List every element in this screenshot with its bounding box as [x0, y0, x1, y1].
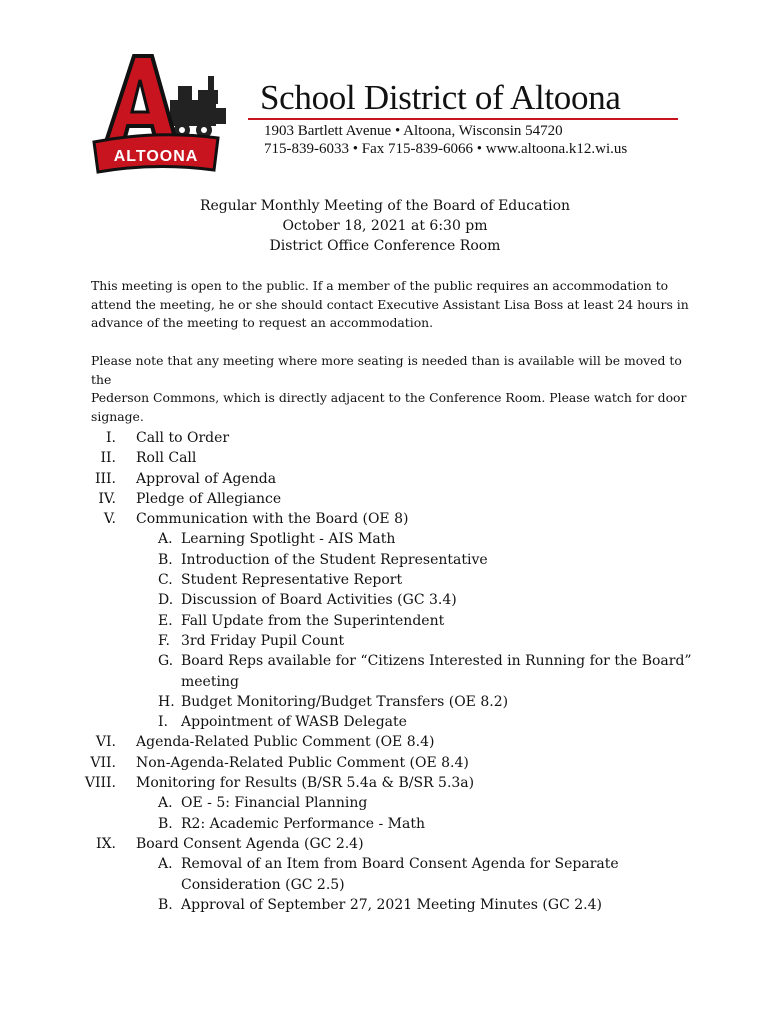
agenda-subitem: C. Student Representative Report: [158, 572, 403, 589]
organization-contact: 715-839-6033 • Fax 715-839-6066 • www.altoona.k12.wi.us: [264, 141, 628, 157]
notice-line: advance of the meeting to request an accommodation.: [91, 315, 434, 330]
notice-line: attend the meeting, he or she should contact Executive Assistant Lisa Boss at least 24 hours in: [91, 296, 689, 312]
altoona-logo: [86, 46, 246, 180]
agenda-item: VIII. Monitoring for Results (B/SR 5.4a & B/SR 5.3a): [84, 775, 475, 792]
notice-line: signage.: [91, 408, 144, 424]
accommodation-notice: [91, 277, 691, 333]
agenda-subitem: A. Learning Spotlight - AIS Math: [158, 531, 396, 548]
notice-line: Please note that any meeting where more seating is needed than is available will be moved to the: [91, 353, 682, 387]
agenda-item: I. Call to Order: [106, 430, 230, 446]
agenda-subitem: A. Removal of an Item from Board Consent Agenda for Separate: [158, 856, 619, 873]
notice-line: Pederson Commons, which is directly adjacent to the Conference Room. Please watch for door: [91, 390, 687, 405]
agenda-item: III. Approval of Agenda: [94, 470, 277, 487]
meeting-title: Regular Monthly Meeting of the Board of Education: [199, 198, 571, 214]
agenda-subitem: A. OE - 5: Financial Planning: [158, 795, 368, 812]
meeting-date: October 18, 2021 at 6:30 pm: [282, 218, 488, 234]
agenda-subitem: G. Board Reps available for “Citizens Interested in Running for the Board”: [158, 653, 692, 670]
agenda-item: II. Roll Call: [100, 450, 197, 467]
agenda-subitem: B. Approval of September 27, 2021 Meeting Minutes (GC 2.4): [158, 896, 602, 913]
agenda-subitem: F. 3rd Friday Pupil Count: [158, 632, 345, 649]
agenda-subitem: B. R2: Academic Performance - Math: [158, 815, 425, 832]
agenda-item: IX. Board Consent Agenda (GC 2.4): [96, 835, 364, 852]
agenda-subitem: H. Budget Monitoring/Budget Transfers (OE 8.2): [158, 693, 509, 710]
agenda-item: VII. Non-Agenda-Related Public Comment (OE 8.4): [90, 754, 469, 771]
agenda-subitem: I. Appointment of WASB Delegate: [158, 714, 407, 731]
organization-name: School District of Altoona: [260, 78, 621, 117]
meeting-location: District Office Conference Room: [269, 238, 501, 254]
agenda-item: VI. Agenda-Related Public Comment (OE 8.4): [95, 734, 435, 751]
notice-line: This meeting is open to the public. If a member of the public requires an accommodation to: [91, 278, 669, 293]
meeting-header: [0, 196, 770, 256]
agenda-subitem-continued: meeting: [181, 673, 239, 690]
svg-text:ALTOONA: ALTOONA: [113, 148, 199, 165]
agenda-list: [0, 428, 770, 915]
organization-address: 1903 Bartlett Avenue • Altoona, Wisconsin 54720: [264, 123, 563, 139]
agenda-subitem: D. Discussion of Board Activities (GC 3.4): [158, 592, 457, 609]
seating-notice: [91, 352, 691, 426]
header-rule: [248, 118, 678, 120]
agenda-item: IV. Pledge of Allegiance: [98, 490, 282, 507]
agenda-subitem-continued: Consideration (GC 2.5): [181, 876, 345, 893]
locomotive-icon: [170, 76, 226, 138]
agenda-subitem: E. Fall Update from the Superintendent: [158, 612, 445, 629]
agenda-subitem: B. Introduction of the Student Representative: [158, 551, 488, 568]
agenda-item: V. Communication with the Board (OE 8): [103, 511, 409, 528]
